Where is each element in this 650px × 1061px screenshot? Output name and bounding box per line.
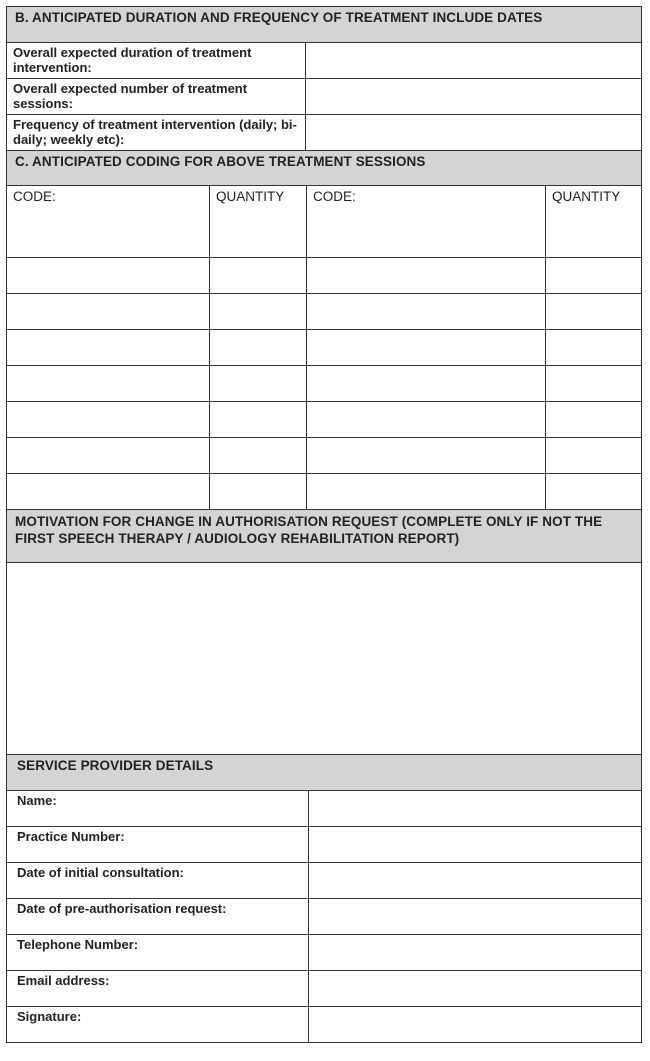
signature-row (7, 1006, 641, 1042)
practice-number-label: Practice Number: (17, 829, 125, 844)
telephone-label: Telephone Number: (17, 937, 139, 952)
section-b-header-row (7, 7, 641, 42)
quantity-column-header-2: QUANTITY (545, 186, 641, 221)
service-provider-header-row (7, 754, 641, 790)
quantity-cell-2[interactable] (545, 474, 641, 509)
code-cell-1[interactable] (7, 402, 209, 437)
signature-field[interactable] (308, 1007, 641, 1042)
code-cell-1[interactable] (7, 474, 209, 509)
quantity-cell-1[interactable] (209, 221, 306, 257)
provider-name-field[interactable] (308, 791, 641, 826)
coding-row (7, 221, 641, 257)
code-cell-2[interactable] (306, 294, 545, 329)
coding-row (7, 437, 641, 473)
frequency-label: Frequency of treatment intervention (daily; bi-daily; weekly etc): (13, 117, 297, 147)
email-row (7, 970, 641, 1006)
provider-name-row (7, 790, 641, 826)
quantity-column-header-1: QUANTITY (209, 186, 306, 221)
code-cell-2[interactable] (306, 221, 545, 257)
quantity-cell-1[interactable] (209, 258, 306, 293)
quantity-cell-2[interactable] (545, 221, 641, 257)
quantity-cell-2[interactable] (545, 294, 641, 329)
duration-label: Overall expected duration of treatment intervention: (13, 45, 252, 75)
email-field[interactable] (308, 971, 641, 1006)
treatment-form (6, 6, 642, 1043)
practice-number-field[interactable] (308, 827, 641, 862)
code-cell-1[interactable] (7, 294, 209, 329)
initial-consultation-row (7, 862, 641, 898)
practice-number-row (7, 826, 641, 862)
code-cell-1[interactable] (7, 438, 209, 473)
quantity-cell-2[interactable] (545, 366, 641, 401)
frequency-field[interactable] (305, 115, 641, 150)
coding-row (7, 293, 641, 329)
coding-row (7, 473, 641, 509)
sessions-field[interactable] (305, 79, 641, 114)
coding-row (7, 365, 641, 401)
code-column-header-1: CODE: (13, 189, 56, 204)
code-cell-2[interactable] (306, 366, 545, 401)
quantity-cell-2[interactable] (545, 330, 641, 365)
motivation-title: MOTIVATION FOR CHANGE IN AUTHORISATION REQUEST (COMPLETE ONLY IF NOT THE FIRST SPEECH THERAPY / AUDIOLOGY REHABILITATION REPORT) (7, 510, 641, 562)
coding-table-body (7, 221, 641, 509)
quantity-cell-1[interactable] (209, 330, 306, 365)
section-c-title: C. ANTICIPATED CODING FOR ABOVE TREATMENT SESSIONS (7, 151, 641, 185)
code-column-header-2: CODE: (306, 186, 545, 221)
quantity-cell-1[interactable] (209, 402, 306, 437)
motivation-text-area[interactable] (7, 563, 641, 754)
code-cell-1[interactable] (7, 258, 209, 293)
signature-label: Signature: (17, 1009, 82, 1024)
pre-authorisation-row (7, 898, 641, 934)
coding-row (7, 401, 641, 437)
quantity-cell-2[interactable] (545, 258, 641, 293)
provider-name-label: Name: (17, 793, 57, 808)
sessions-row (7, 78, 641, 114)
quantity-cell-1[interactable] (209, 474, 306, 509)
email-label: Email address: (17, 973, 110, 988)
code-cell-1[interactable] (7, 366, 209, 401)
quantity-cell-1[interactable] (209, 438, 306, 473)
code-cell-2[interactable] (306, 438, 545, 473)
code-cell-1[interactable] (7, 221, 209, 257)
code-cell-2[interactable] (306, 330, 545, 365)
telephone-row (7, 934, 641, 970)
section-b-title: B. ANTICIPATED DURATION AND FREQUENCY OF TREATMENT INCLUDE DATES (7, 7, 641, 42)
coding-column-header-row (7, 185, 641, 221)
code-cell-2[interactable] (306, 258, 545, 293)
sessions-label: Overall expected number of treatment sessions: (13, 81, 248, 111)
frequency-row (7, 114, 641, 150)
coding-row (7, 329, 641, 365)
duration-field[interactable] (305, 43, 641, 78)
service-provider-title: SERVICE PROVIDER DETAILS (7, 755, 641, 790)
pre-authorisation-label: Date of pre-authorisation request: (17, 901, 227, 916)
initial-consultation-field[interactable] (308, 863, 641, 898)
coding-row (7, 257, 641, 293)
telephone-field[interactable] (308, 935, 641, 970)
motivation-body-row (7, 562, 641, 754)
code-cell-2[interactable] (306, 402, 545, 437)
code-cell-1[interactable] (7, 330, 209, 365)
quantity-cell-1[interactable] (209, 294, 306, 329)
section-c-header-row (7, 150, 641, 185)
quantity-cell-2[interactable] (545, 438, 641, 473)
quantity-cell-2[interactable] (545, 402, 641, 437)
motivation-header-row (7, 509, 641, 562)
quantity-cell-1[interactable] (209, 366, 306, 401)
initial-consultation-label: Date of initial consultation: (17, 865, 184, 880)
duration-row (7, 42, 641, 78)
pre-authorisation-field[interactable] (308, 899, 641, 934)
code-cell-2[interactable] (306, 474, 545, 509)
